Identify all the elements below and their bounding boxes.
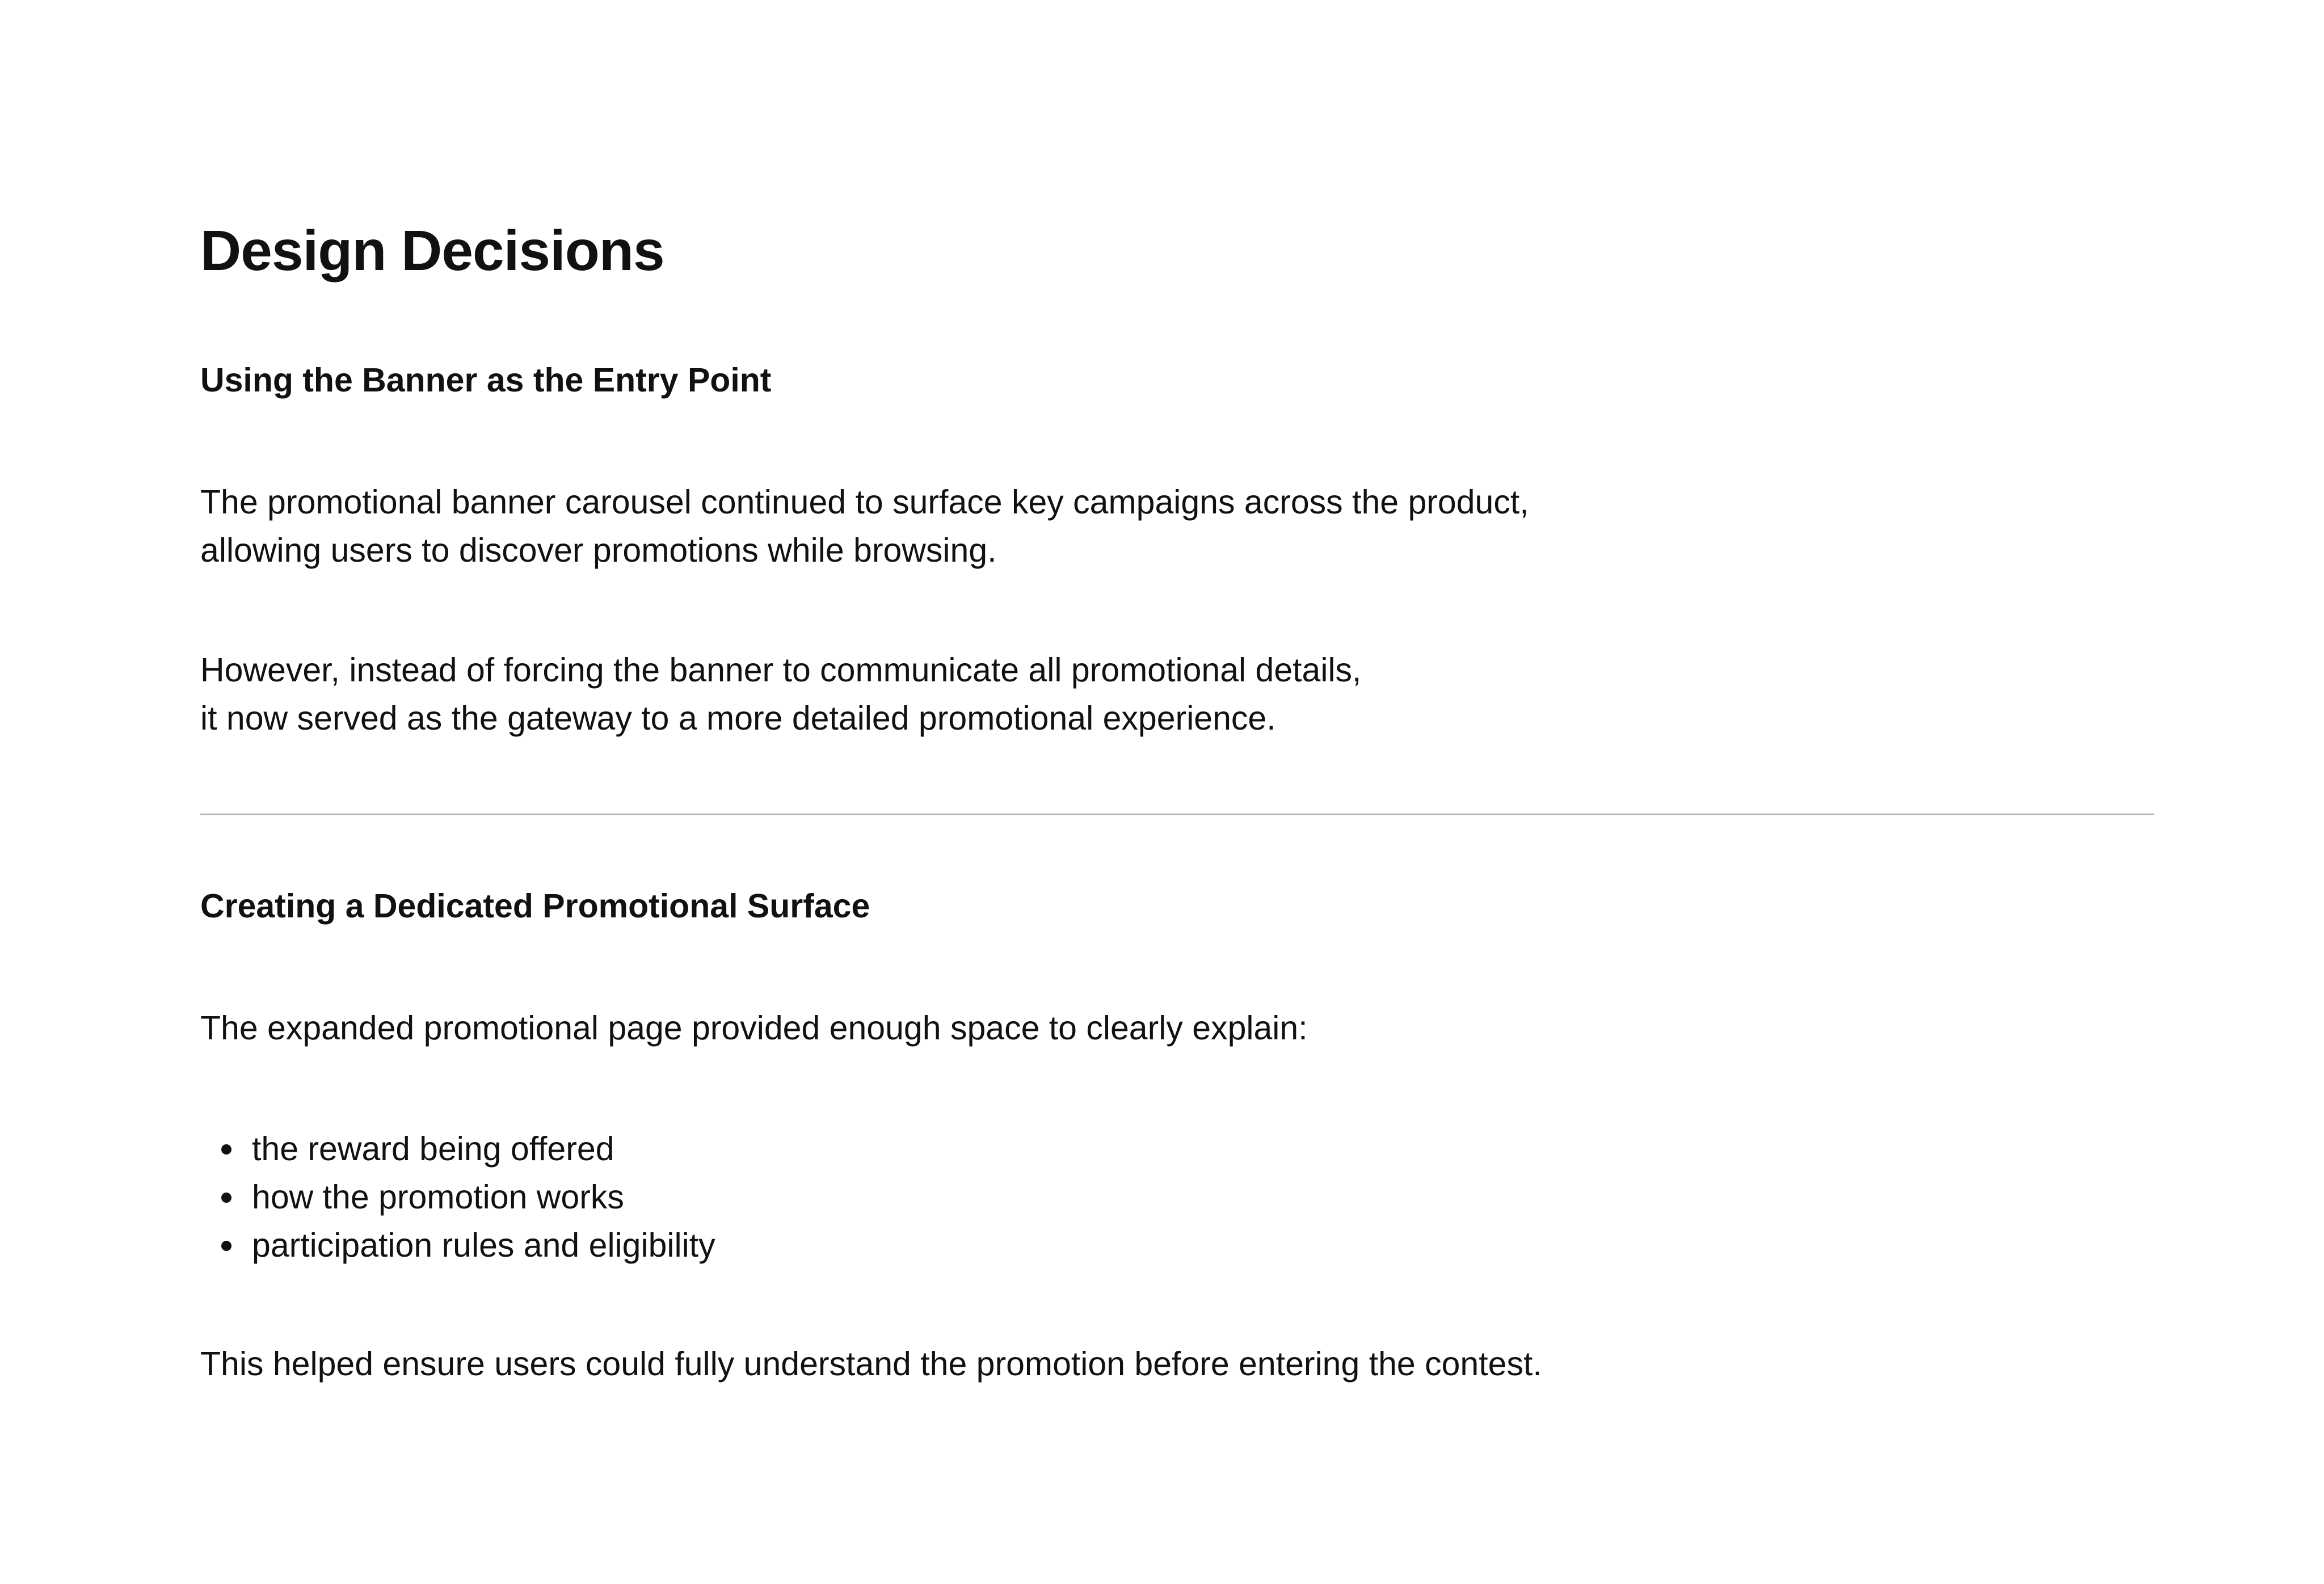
list-item <box>200 1125 715 1173</box>
paragraph-banner-gateway <box>200 646 1361 743</box>
list-item <box>200 1221 715 1270</box>
paragraph-line: This helped ensure users could fully understand the promotion before entering the contest. <box>200 1345 1542 1383</box>
section-heading-dedicated-surface: Creating a Dedicated Promotional Surface <box>200 887 870 925</box>
paragraph-line: it now served as the gateway to a more detailed promotional experience. <box>200 700 1276 737</box>
paragraph-line: The promotional banner carousel continued to surface key campaigns across the product, <box>200 483 1529 521</box>
bullet-icon <box>221 1193 231 1203</box>
list-item <box>200 1173 715 1221</box>
list-item-text: participation rules and eligibility <box>252 1227 715 1264</box>
paragraph-line: allowing users to discover promotions while browsing. <box>200 532 997 569</box>
paragraph-closing <box>200 1340 1542 1388</box>
paragraph-line: The expanded promotional page provided enough space to clearly explain: <box>200 1009 1308 1047</box>
bullet-icon <box>221 1144 231 1155</box>
page-title: Design Decisions <box>200 219 664 283</box>
bullet-icon <box>221 1241 231 1251</box>
paragraph-banner-carousel <box>200 478 1529 575</box>
list-item-text: how the promotion works <box>252 1178 624 1216</box>
bullet-list <box>200 1125 715 1270</box>
paragraph-expanded-page-intro <box>200 1004 1308 1052</box>
paragraph-line: However, instead of forcing the banner to communicate all promotional details, <box>200 651 1362 689</box>
section-heading-banner-entry-point: Using the Banner as the Entry Point <box>200 361 772 399</box>
section-divider <box>200 814 2154 815</box>
list-item-text: the reward being offered <box>252 1130 614 1168</box>
